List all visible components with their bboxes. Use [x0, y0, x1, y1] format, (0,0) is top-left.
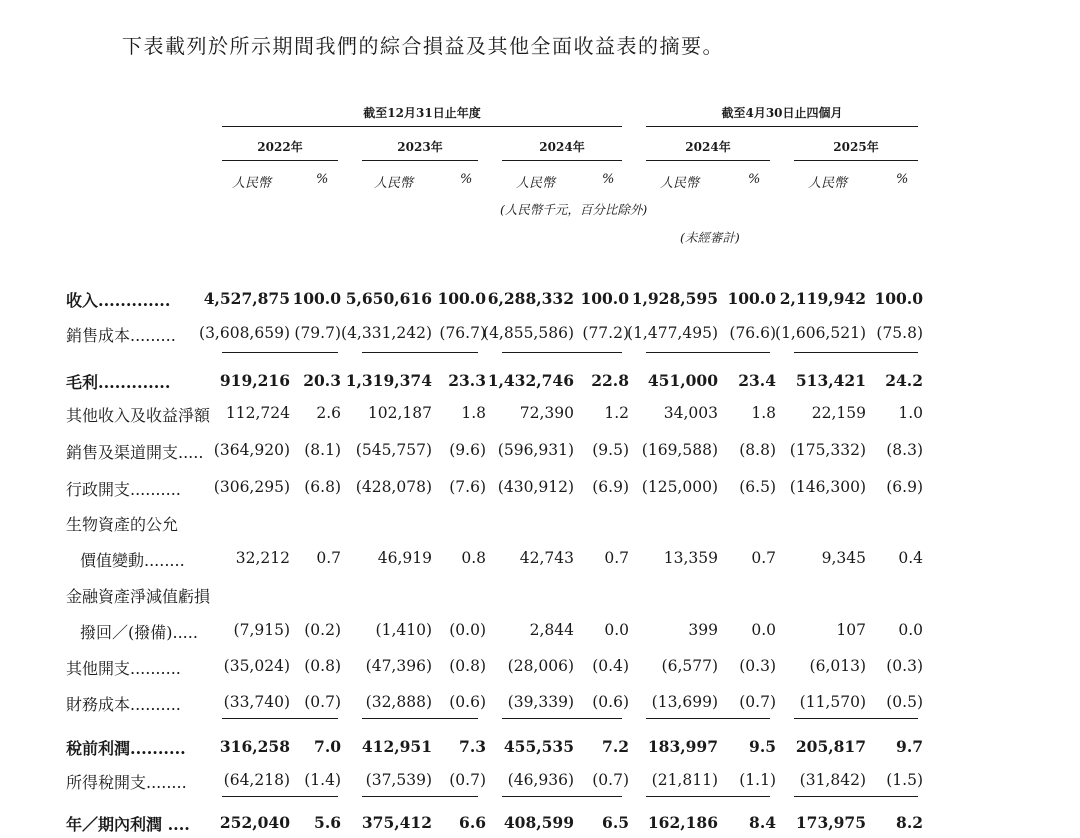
table-cell-amount: 513,421: [795, 371, 866, 390]
table-cell-percent: 7.0: [314, 737, 341, 756]
subheader-rmb: 人民幣: [516, 176, 556, 191]
table-cell-amount: (33,740): [223, 693, 290, 711]
table-cell-percent: (0.4): [592, 657, 629, 675]
table-cell-percent: (0.0): [449, 621, 486, 639]
table-cell-percent: 7.2: [602, 737, 629, 756]
unaudited-note: (未經審計): [680, 230, 740, 245]
table-cell-percent: 1.0: [898, 404, 923, 422]
table-cell-percent: 100.0: [580, 289, 629, 308]
table-cell-percent: (1.5): [886, 771, 923, 789]
intro-text: 下表載列於所示期間我們的綜合損益及其他全面收益表的摘要。: [122, 34, 724, 58]
table-cell-percent: 1.8: [751, 404, 776, 422]
table-cell-percent: (0.7): [304, 693, 341, 711]
row-label: 所得稅開支........: [66, 773, 187, 792]
table-cell-percent: 0.0: [751, 621, 776, 639]
table-cell-amount: 412,951: [361, 737, 432, 756]
table-cell-amount: 1,432,746: [487, 371, 574, 390]
table-cell-percent: 0.4: [898, 549, 923, 567]
table-cell-percent: 6.5: [602, 813, 629, 832]
subtotal-rule: [362, 352, 478, 353]
table-cell-amount: (35,024): [223, 657, 290, 675]
table-cell-amount: 102,187: [367, 404, 432, 422]
table-cell-amount: 2,119,942: [779, 289, 866, 308]
table-cell-amount: (169,588): [641, 441, 718, 459]
row-label: 毛利.............: [66, 373, 171, 392]
table-cell-amount: (4,855,586): [483, 324, 574, 342]
table-cell-percent: 23.4: [738, 371, 776, 390]
row-label: 年／期內利潤 ....: [66, 815, 190, 834]
subheader-rmb: 人民幣: [374, 176, 414, 191]
subtotal-rule: [794, 796, 918, 797]
table-cell-amount: (596,931): [497, 441, 574, 459]
table-cell-percent: (6.9): [886, 478, 923, 496]
table-cell-percent: (0.3): [886, 657, 923, 675]
table-cell-percent: (75.8): [876, 324, 923, 342]
table-cell-amount: (4,331,242): [341, 324, 432, 342]
table-cell-amount: (11,570): [799, 693, 866, 711]
table-cell-percent: 0.7: [316, 549, 341, 567]
year-header-2024-interim: 2024年: [685, 140, 731, 154]
table-cell-percent: (6.9): [592, 478, 629, 496]
table-cell-amount: (1,410): [375, 621, 432, 639]
table-cell-amount: 919,216: [219, 371, 290, 390]
subheader-pct: %: [602, 172, 615, 187]
table-cell-amount: 4,527,875: [203, 289, 290, 308]
row-label: 財務成本..........: [66, 695, 181, 714]
year-rule: [646, 160, 770, 161]
table-cell-amount: (428,078): [355, 478, 432, 496]
table-cell-percent: (0.6): [592, 693, 629, 711]
table-cell-amount: (430,912): [497, 478, 574, 496]
table-cell-amount: 42,743: [519, 549, 574, 567]
subtotal-rule: [502, 796, 622, 797]
table-cell-percent: (9.6): [449, 441, 486, 459]
table-cell-amount: 112,724: [225, 404, 290, 422]
table-cell-percent: 8.2: [896, 813, 923, 832]
table-cell-amount: 13,359: [663, 549, 718, 567]
row-label: 銷售及渠道開支.....: [66, 443, 204, 462]
table-cell-percent: 0.8: [461, 549, 486, 567]
subtotal-rule: [222, 718, 338, 719]
table-cell-percent: 2.6: [316, 404, 341, 422]
table-cell-amount: 2,844: [529, 621, 574, 639]
table-cell-amount: 6,288,332: [487, 289, 574, 308]
year-header-2025-interim: 2025年: [833, 140, 879, 154]
group-header-annual: 截至12月31日止年度: [363, 106, 481, 120]
subtotal-rule: [646, 718, 770, 719]
table-cell-amount: (3,608,659): [199, 324, 290, 342]
table-cell-amount: 5,650,616: [345, 289, 432, 308]
row-label: 生物資產的公允: [66, 515, 179, 534]
table-cell-amount: (47,396): [365, 657, 432, 675]
table-cell-percent: (8.8): [739, 441, 776, 459]
table-cell-amount: (32,888): [365, 693, 432, 711]
table-cell-percent: (0.5): [886, 693, 923, 711]
table-cell-percent: (77.2): [582, 324, 629, 342]
row-label: 金融資產淨減值虧損: [66, 587, 211, 606]
table-cell-amount: 408,599: [503, 813, 574, 832]
row-label: 稅前利潤..........: [66, 739, 186, 758]
table-cell-percent: 6.6: [459, 813, 486, 832]
table-cell-percent: 7.3: [459, 737, 486, 756]
table-cell-percent: (6.5): [739, 478, 776, 496]
subtotal-rule: [794, 352, 918, 353]
table-cell-percent: (0.8): [304, 657, 341, 675]
table-cell-amount: (6,013): [809, 657, 866, 675]
table-cell-percent: (76.7): [439, 324, 486, 342]
subheader-pct: %: [460, 172, 473, 187]
table-cell-amount: 316,258: [219, 737, 290, 756]
table-cell-percent: 24.2: [885, 371, 923, 390]
table-cell-percent: (0.7): [449, 771, 486, 789]
table-cell-percent: (0.3): [739, 657, 776, 675]
table-cell-percent: (8.3): [886, 441, 923, 459]
table-cell-amount: (146,300): [789, 478, 866, 496]
table-cell-amount: (125,000): [641, 478, 718, 496]
table-cell-amount: (1,477,495): [627, 324, 718, 342]
subtotal-rule: [222, 352, 338, 353]
subtotal-rule: [794, 718, 918, 719]
year-rule: [502, 160, 622, 161]
group-rule-annual: [222, 126, 622, 127]
subtotal-rule: [646, 352, 770, 353]
table-cell-percent: 22.8: [591, 371, 629, 390]
table-cell-percent: 9.7: [896, 737, 923, 756]
group-header-interim: 截至4月30日止四個月: [721, 106, 843, 120]
table-cell-percent: 20.3: [303, 371, 341, 390]
table-cell-amount: 205,817: [795, 737, 866, 756]
year-header-2024: 2024年: [539, 140, 585, 154]
table-cell-amount: 1,928,595: [631, 289, 718, 308]
subtotal-rule: [362, 796, 478, 797]
subheader-pct: %: [748, 172, 761, 187]
table-cell-percent: (0.8): [449, 657, 486, 675]
table-cell-percent: 100.0: [292, 289, 341, 308]
table-cell-amount: (364,920): [213, 441, 290, 459]
table-cell-amount: (31,842): [799, 771, 866, 789]
row-label: 其他開支..........: [66, 659, 181, 678]
table-cell-amount: (1,606,521): [775, 324, 866, 342]
row-label: 銷售成本.........: [66, 326, 176, 345]
table-cell-percent: (1.4): [304, 771, 341, 789]
table-cell-amount: 32,212: [235, 549, 290, 567]
table-cell-percent: (9.5): [592, 441, 629, 459]
table-cell-amount: 22,159: [811, 404, 866, 422]
unit-note: (人民幣千元，百分比除外): [500, 202, 648, 217]
subtotal-rule: [502, 718, 622, 719]
table-cell-amount: (545,757): [355, 441, 432, 459]
table-cell-percent: (0.6): [449, 693, 486, 711]
table-cell-percent: 8.4: [749, 813, 776, 832]
subtotal-rule: [222, 796, 338, 797]
table-cell-amount: 34,003: [663, 404, 718, 422]
year-rule: [362, 160, 478, 161]
table-cell-percent: (7.6): [449, 478, 486, 496]
table-cell-amount: (64,218): [223, 771, 290, 789]
table-cell-amount: 46,919: [377, 549, 432, 567]
table-cell-amount: (175,332): [789, 441, 866, 459]
row-label: 價值變動........: [80, 551, 185, 570]
subheader-pct: %: [316, 172, 329, 187]
row-label: 其他收入及收益淨額: [66, 406, 211, 425]
table-cell-percent: (8.1): [304, 441, 341, 459]
row-label: 行政開支..........: [66, 480, 181, 499]
table-cell-percent: 5.6: [314, 813, 341, 832]
subtotal-rule: [502, 352, 622, 353]
table-cell-percent: 0.0: [604, 621, 629, 639]
table-cell-amount: 455,535: [503, 737, 574, 756]
table-cell-amount: 252,040: [219, 813, 290, 832]
table-cell-percent: 0.0: [898, 621, 923, 639]
table-cell-amount: 399: [688, 621, 718, 639]
table-cell-amount: 162,186: [647, 813, 718, 832]
table-cell-percent: 0.7: [751, 549, 776, 567]
table-cell-amount: 451,000: [647, 371, 718, 390]
table-cell-amount: 183,997: [647, 737, 718, 756]
table-cell-amount: (28,006): [507, 657, 574, 675]
table-cell-amount: (7,915): [233, 621, 290, 639]
subtotal-rule: [362, 718, 478, 719]
table-cell-amount: 107: [836, 621, 866, 639]
table-cell-amount: (13,699): [651, 693, 718, 711]
table-cell-amount: 375,412: [361, 813, 432, 832]
table-cell-percent: (1.1): [739, 771, 776, 789]
table-cell-amount: (37,539): [365, 771, 432, 789]
table-cell-amount: 173,975: [795, 813, 866, 832]
table-cell-percent: 100.0: [437, 289, 486, 308]
table-cell-percent: (0.2): [304, 621, 341, 639]
table-cell-amount: 1,319,374: [345, 371, 432, 390]
table-cell-percent: 23.3: [448, 371, 486, 390]
year-rule: [222, 160, 338, 161]
table-cell-amount: (46,936): [507, 771, 574, 789]
table-cell-amount: 9,345: [821, 549, 866, 567]
table-cell-percent: (6.8): [304, 478, 341, 496]
year-header-2022: 2022年: [257, 140, 303, 154]
subheader-rmb: 人民幣: [660, 176, 700, 191]
table-cell-amount: (39,339): [507, 693, 574, 711]
table-cell-percent: 100.0: [727, 289, 776, 308]
subheader-pct: %: [896, 172, 909, 187]
table-cell-amount: (6,577): [661, 657, 718, 675]
table-cell-percent: (0.7): [739, 693, 776, 711]
subheader-rmb: 人民幣: [808, 176, 848, 191]
subheader-rmb: 人民幣: [232, 176, 272, 191]
subtotal-rule: [646, 796, 770, 797]
table-cell-amount: (21,811): [651, 771, 718, 789]
table-cell-amount: 72,390: [519, 404, 574, 422]
group-rule-interim: [646, 126, 918, 127]
table-cell-percent: (76.6): [729, 324, 776, 342]
table-cell-percent: 100.0: [874, 289, 923, 308]
table-cell-percent: 1.2: [604, 404, 629, 422]
table-cell-percent: 9.5: [749, 737, 776, 756]
row-label: 撥回／(撥備).....: [80, 623, 198, 642]
table-cell-percent: (79.7): [294, 324, 341, 342]
year-rule: [794, 160, 918, 161]
table-cell-percent: 0.7: [604, 549, 629, 567]
table-cell-percent: 1.8: [461, 404, 486, 422]
row-label: 收入.............: [66, 291, 171, 310]
year-header-2023: 2023年: [397, 140, 443, 154]
table-cell-amount: (306,295): [213, 478, 290, 496]
table-cell-percent: (0.7): [592, 771, 629, 789]
